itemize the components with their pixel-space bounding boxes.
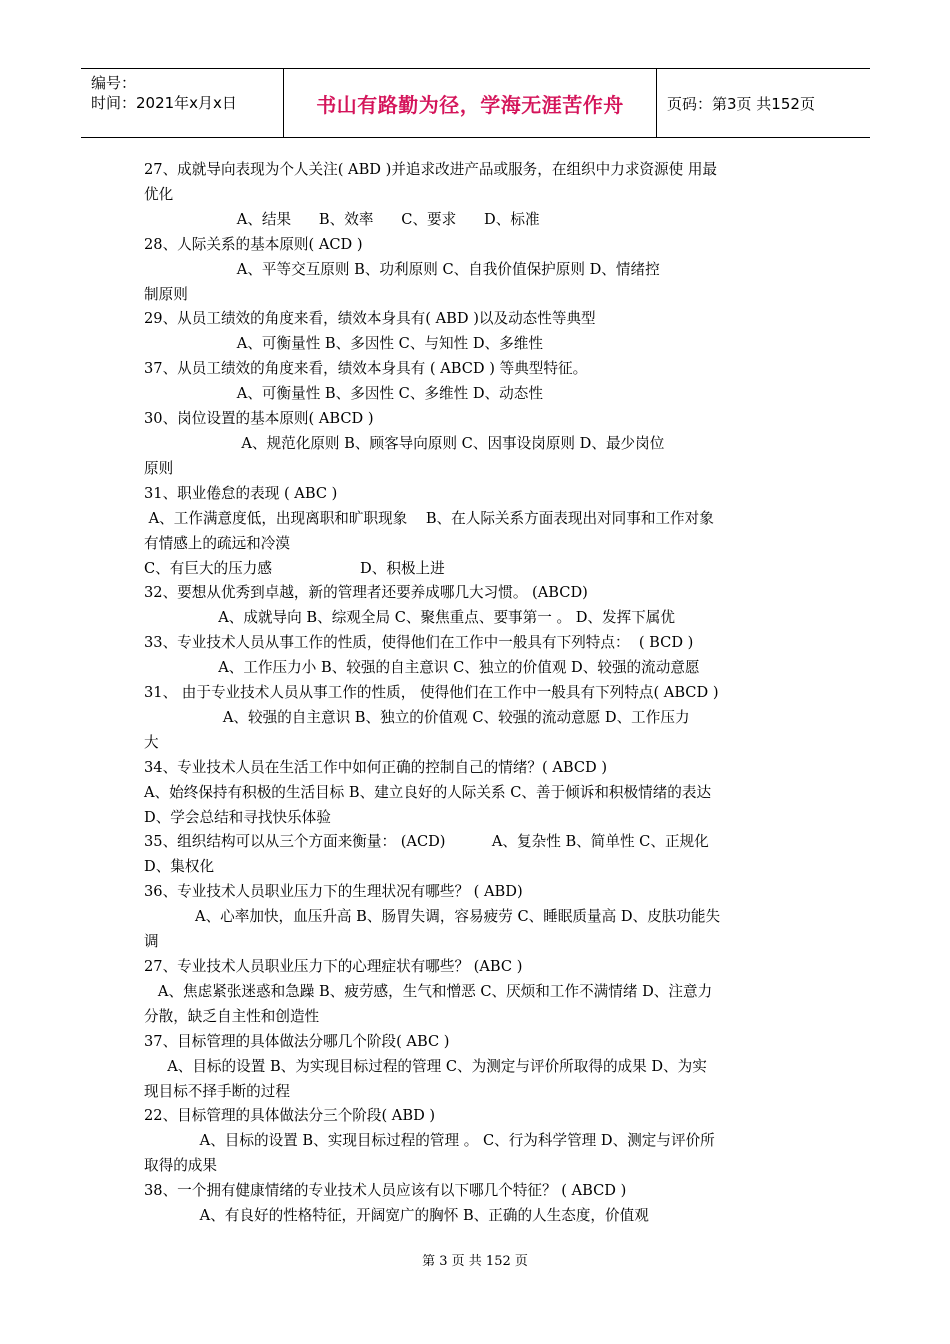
text-line: 27、成就导向表现为个人关注( ABD )并追求改进产品或服务，在组织中力求资源使 用最 (144, 161, 718, 178)
text-line: 28、人际关系的基本原则( ACD ) (144, 235, 363, 253)
text-line: A、心率加快，血压升高 B、肠胃失调，容易疲劳 C、睡眠质量高 D、皮肤功能失 (144, 908, 721, 926)
document-body (144, 158, 808, 1229)
text-line: 现目标不择手断的过程 (144, 1082, 290, 1100)
text-line: A、始终保持有积极的生活目标 B、建立良好的人际关系 C、善于倾诉和积极情绪的表达 (144, 783, 712, 801)
text-line: A、可衡量性 B、多因性 C、与知性 D、多维性 (144, 335, 543, 353)
text-line: A、规范化原则 B、顾客导向原则 C、因事设岗原则 D、最少岗位 (144, 434, 665, 452)
text-line: 31、 由于专业技术人员从事工作的性质， 使得他们在工作中一般具有下列特点( ABCD ) (144, 684, 719, 702)
text-line: C、有巨大的压力感 D、积极上进 (144, 559, 445, 577)
text-line: 27、专业技术人员职业压力下的心理症状有哪些？ (ABC ) (144, 958, 523, 975)
text-line: 37、从员工绩效的角度来看，绩效本身具有 ( ABCD ) 等典型特征。 (144, 360, 588, 378)
text-line: 34、专业技术人员在生活工作中如何正确的控制自己的情绪？( ABCD ) (144, 758, 608, 776)
text-line: A、工作满意度低，出现离职和旷职现象 B、在人际关系方面表现出对同事和工作对象 (144, 509, 714, 527)
id-label: 编号： (91, 74, 137, 92)
text-line: 有情感上的疏远和冷漠 (144, 534, 290, 552)
text-line: 分散，缺乏自主性和创造性 (144, 1007, 320, 1025)
date-line: 时间：2021年x月x日 (91, 94, 237, 112)
text-line: A、结果 B、效率 C、要求 D、标准 (144, 210, 540, 228)
text-line: A、目标的设置 B、为实现目标过程的管理 C、为测定与评价所取得的成果 D、为实 (144, 1057, 707, 1075)
text-line: A、可衡量性 B、多因性 C、多维性 D、动态性 (144, 385, 543, 403)
text-line: 取得的成果 (144, 1157, 217, 1175)
text-line: 29、从员工绩效的角度来看，绩效本身具有( ABD )以及动态性等典型 (144, 310, 596, 328)
text-line: A、工作压力小 B、较强的自主意识 C、独立的价值观 D、较强的流动意愿 (144, 659, 700, 677)
text-line: 22、目标管理的具体做法分三个阶段( ABD ) (144, 1107, 436, 1125)
header-meta (81, 69, 284, 137)
text-line: D、集权化 (144, 858, 215, 876)
text-line: 33、专业技术人员从事工作的性质，使得他们在工作中一般具有下列特点： ( BCD ) (144, 634, 694, 652)
page-header (81, 68, 870, 138)
text-line: 37、目标管理的具体做法分哪几个阶段( ABC ) (144, 1032, 450, 1050)
text-line: A、有良好的性格特征，开阔宽广的胸怀 B、正确的人生态度，价值观 (144, 1207, 649, 1225)
text-line: 大 (144, 733, 159, 751)
text-line: 36、专业技术人员职业压力下的生理状况有哪些？ ( ABD) (144, 883, 523, 901)
text-line: A、目标的设置 B、实现目标过程的管理 。 C、行为科学管理 D、测定与评价所 (144, 1132, 715, 1150)
text-line: 30、岗位设置的基本原则( ABCD ) (144, 410, 374, 428)
text-line: A、焦虑紧张迷惑和急躁 B、疲劳感，生气和憎恶 C、厌烦和工作不满情绪 D、注意力 (144, 982, 713, 1000)
header-page-info: 页码：第3页 共152页 (667, 94, 815, 113)
text-line: 优化 (144, 185, 174, 203)
text-line: 32、要想从优秀到卓越，新的管理者还要养成哪几大习惯。 (ABCD) (144, 584, 588, 602)
text-line: 原则 (144, 459, 174, 477)
header-motto: 书山有路勤为径，学海无涯苦作舟 (284, 69, 657, 137)
text-line: A、平等交互原则 B、功利原则 C、自我价值保护原则 D、情绪控 (144, 260, 660, 278)
text-line: 35、组织结构可以从三个方面来衡量： (ACD) A、复杂性 B、简单性 C、正规化 (144, 833, 709, 851)
page-footer: 第 3 页 共 152 页 (422, 1254, 528, 1269)
text-line: 31、职业倦怠的表现 ( ABC ) (144, 484, 338, 502)
text-line: 制原则 (144, 285, 188, 303)
text-line: D、学会总结和寻找快乐体验 (144, 808, 331, 826)
text-line: 38、一个拥有健康情绪的专业技术人员应该有以下哪几个特征？ ( ABCD ) (144, 1182, 627, 1200)
text-line: A、成就导向 B、综观全局 C、聚焦重点、要事第一 。 D、发挥下属优 (144, 609, 675, 627)
text-line: 调 (144, 933, 159, 951)
text-line: A、较强的自主意识 B、独立的价值观 C、较强的流动意愿 D、工作压力 (144, 708, 690, 726)
